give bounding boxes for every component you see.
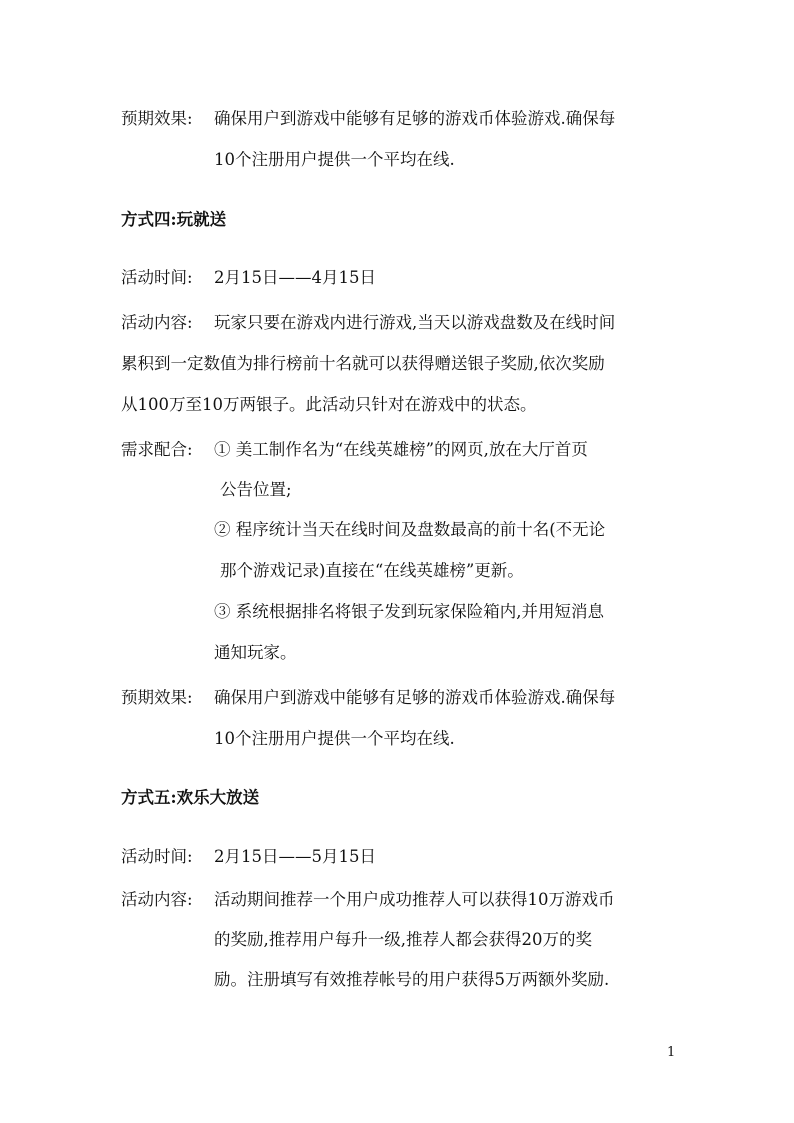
content-text: 的奖励,推荐用户每升一级,推荐人都会获得20万的奖	[214, 930, 592, 949]
content-text: 励。注册填写有效推荐帐号的用户获得5万两额外奖励.	[214, 970, 610, 989]
content-text: 累积到一定数值为排行榜前十名就可以获得赠送银子奖励,依次奖励	[121, 354, 605, 373]
effect-text: 确保用户到游戏中能够有足够的游戏币体验游戏.确保每	[214, 109, 616, 128]
effect-text: 确保用户到游戏中能够有足够的游戏币体验游戏.确保每	[214, 688, 616, 707]
requirement-item: ② 程序统计当天在线时间及盘数最高的前十名(不无论	[214, 520, 606, 539]
section-heading: 方式五:欢乐大放送	[121, 788, 260, 807]
time-value: 2月15日——5月15日	[214, 847, 376, 866]
content-text: 玩家只要在游戏内进行游戏,当天以游戏盘数及在线时间	[214, 313, 616, 332]
content-text: 从100万至10万两银子。此活动只针对在游戏中的状态。	[121, 395, 537, 414]
requirement-item: 那个游戏记录)直接在“在线英雄榜”更新。	[220, 561, 524, 580]
time-value: 2月15日——4月15日	[214, 268, 376, 287]
section-heading: 方式四:玩就送	[121, 210, 227, 229]
time-label: 活动时间:	[121, 268, 193, 287]
effect-label: 预期效果:	[121, 109, 193, 128]
effect-text: 10个注册用户提供一个平均在线.	[214, 729, 455, 748]
content-label: 活动内容:	[121, 890, 193, 909]
page-number: 1	[667, 1045, 676, 1060]
requirement-item: 公告位置;	[220, 480, 292, 499]
requirement-item: 通知玩家。	[214, 643, 297, 662]
content-label: 活动内容:	[121, 313, 193, 332]
requirement-label: 需求配合:	[121, 440, 193, 459]
content-text: 活动期间推荐一个用户成功推荐人可以获得10万游戏币	[214, 890, 615, 909]
effect-text: 10个注册用户提供一个平均在线.	[214, 150, 455, 169]
effect-label: 预期效果:	[121, 688, 193, 707]
requirement-item: ③ 系统根据排名将银子发到玩家保险箱内,并用短消息	[214, 602, 604, 621]
time-label: 活动时间:	[121, 847, 193, 866]
requirement-item: ① 美工制作名为“在线英雄榜”的网页,放在大厅首页	[214, 440, 588, 459]
